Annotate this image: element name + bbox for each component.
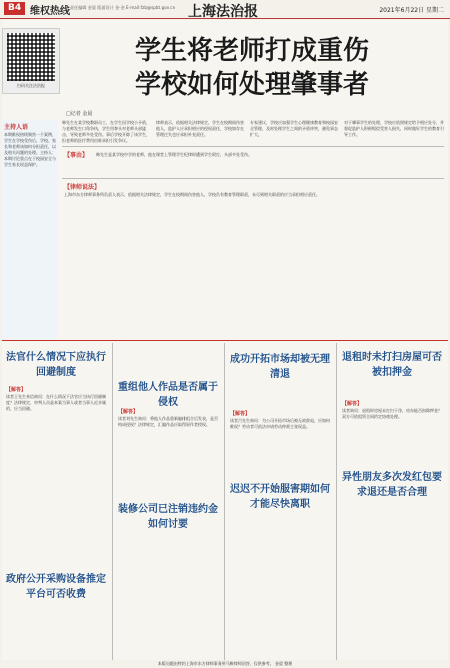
col-divider-2 bbox=[224, 343, 225, 660]
newspaper-brand: 上海法治报 bbox=[188, 4, 258, 20]
article-body-3: 读者吕先生询问：为公司开拓市场后被无故辞退，应如何维权？劳动者可依法申请劳动仲裁主张权益。 bbox=[230, 418, 330, 429]
article-tag-4: 【解答】 bbox=[342, 401, 363, 407]
qr-code-icon bbox=[7, 33, 55, 81]
byline: □记者 金晨 bbox=[66, 111, 93, 117]
editor-meta: 责任编辑 金晨 版面设计 金·金 E-mail:fzb@spbt.gov.cn bbox=[70, 5, 176, 10]
qr-caption: 扫码关注法治报 bbox=[17, 83, 45, 88]
lawyer-tag: 【律师说法】 bbox=[64, 184, 101, 191]
top-article-col-2: 律师表示，依据相关法律规定，学生在校期间伤害他人，监护人应承担相应的侵权责任，学校如存在管理过失也应承担补充责任。 bbox=[156, 120, 244, 137]
article-title-1[interactable]: 法官什么情况下应执行回避制度 bbox=[6, 352, 106, 378]
top-article-col-4: 对于肇事学生的处理，学校应依照规定给予相应处分，并督促监护人积极赔偿受害人损失，同时做好学生的教育引导工作。 bbox=[344, 120, 444, 137]
col-divider-1 bbox=[112, 343, 113, 660]
divider-2 bbox=[62, 178, 444, 179]
article-title-mid-2[interactable]: 迟迟不开始服害期如何才能尽快离职 bbox=[230, 484, 330, 510]
article-body-4: 读者询问：退租时房屋未打扫干净，房东能否扣除押金？双方可依租赁合同约定协商处理。 bbox=[342, 408, 442, 419]
event-tag: 【事由】 bbox=[64, 152, 89, 159]
qr-code-block bbox=[2, 28, 60, 94]
host-abstract bbox=[2, 120, 58, 340]
col-divider-3 bbox=[336, 343, 337, 660]
issue-date: 2021年6月22日 星期二 bbox=[379, 7, 444, 14]
article-title-3[interactable]: 成功开拓市场却被无理清退 bbox=[230, 354, 330, 380]
page-tab: B4 bbox=[4, 2, 25, 15]
article-body-1: 读者王先生来信询问：在什么情况下法官应当执行回避制度？法律规定，审判人员是本案当事人或者当事人近亲属的，应当回避。 bbox=[6, 394, 106, 411]
article-title-mid-1[interactable]: 装修公司已注销违约金如何讨要 bbox=[118, 504, 218, 530]
article-title-mid-3[interactable]: 异性朋友多次发红包要求退还是否合理 bbox=[342, 472, 442, 498]
headline-line-1: 学生将老师打成重伤 bbox=[134, 36, 369, 66]
top-article-col-3: 专家建议，学校应加强学生心理健康教育和校园安全管理，及时处理学生之间的矛盾冲突，避免事态扩大。 bbox=[250, 120, 338, 137]
article-title-4[interactable]: 退租时未打扫房屋可否被扣押金 bbox=[342, 352, 442, 378]
divider-main bbox=[2, 340, 448, 341]
article-title-mid-4[interactable]: 政府公开采购设备推定平台可否收费 bbox=[6, 574, 106, 600]
section-title: 维权热线 bbox=[30, 6, 70, 17]
lawyer-text: 上海市东方律师事务所负责人表示，依据相关法律规定，学生在校期间伤害他人，学校负有教育管理职责，未尽到相关职责的应当承担相应责任。 bbox=[64, 192, 320, 197]
article-tag-3: 【解答】 bbox=[230, 411, 251, 417]
headline-line-2: 学校如何处理肇事者 bbox=[134, 70, 369, 100]
top-article-col-1: 韩先生在某学校教职员工，在学生因学校小矛盾，与老师发生口角争执，学生用拳头对老师头部猛击，导致老师多处受伤。事后学校开除了该学生，但老师的医疗费用由谁承担引发争议。 bbox=[62, 120, 150, 143]
article-body-2: 读者刘先生询问：将他人作品重新编排组合后发表，是否构成侵权？法律规定，汇编作品应取得原作者授权。 bbox=[118, 416, 218, 427]
article-title-2[interactable]: 重组他人作品是否属于侵权 bbox=[118, 382, 218, 408]
divider-1 bbox=[62, 146, 444, 147]
abstract-text: 本期维权热线聚焦一个案例，学生在学校受伤后，学校、家长和老师该如何分担责任，以及相关问题的处理。主持人：本期讨论重点在于校园安全与学生家长权益保护。 bbox=[4, 132, 56, 167]
article-tag-2: 【解答】 bbox=[118, 409, 139, 415]
headline bbox=[60, 28, 444, 102]
event-text: 韩先生是某学校中学的老师，他在课堂上管理学生纪律时遭到学生殴打，头部多处受伤。 bbox=[96, 152, 252, 157]
abstract-title: 主持人语 bbox=[4, 124, 29, 131]
article-tag-1: 【解答】 bbox=[6, 387, 27, 393]
page-footer: 本版问题由特约上海市东方律师事务所马鞍律师回答，仅供参考。 金晨 整理 bbox=[0, 660, 450, 668]
top-bar bbox=[0, 0, 450, 19]
